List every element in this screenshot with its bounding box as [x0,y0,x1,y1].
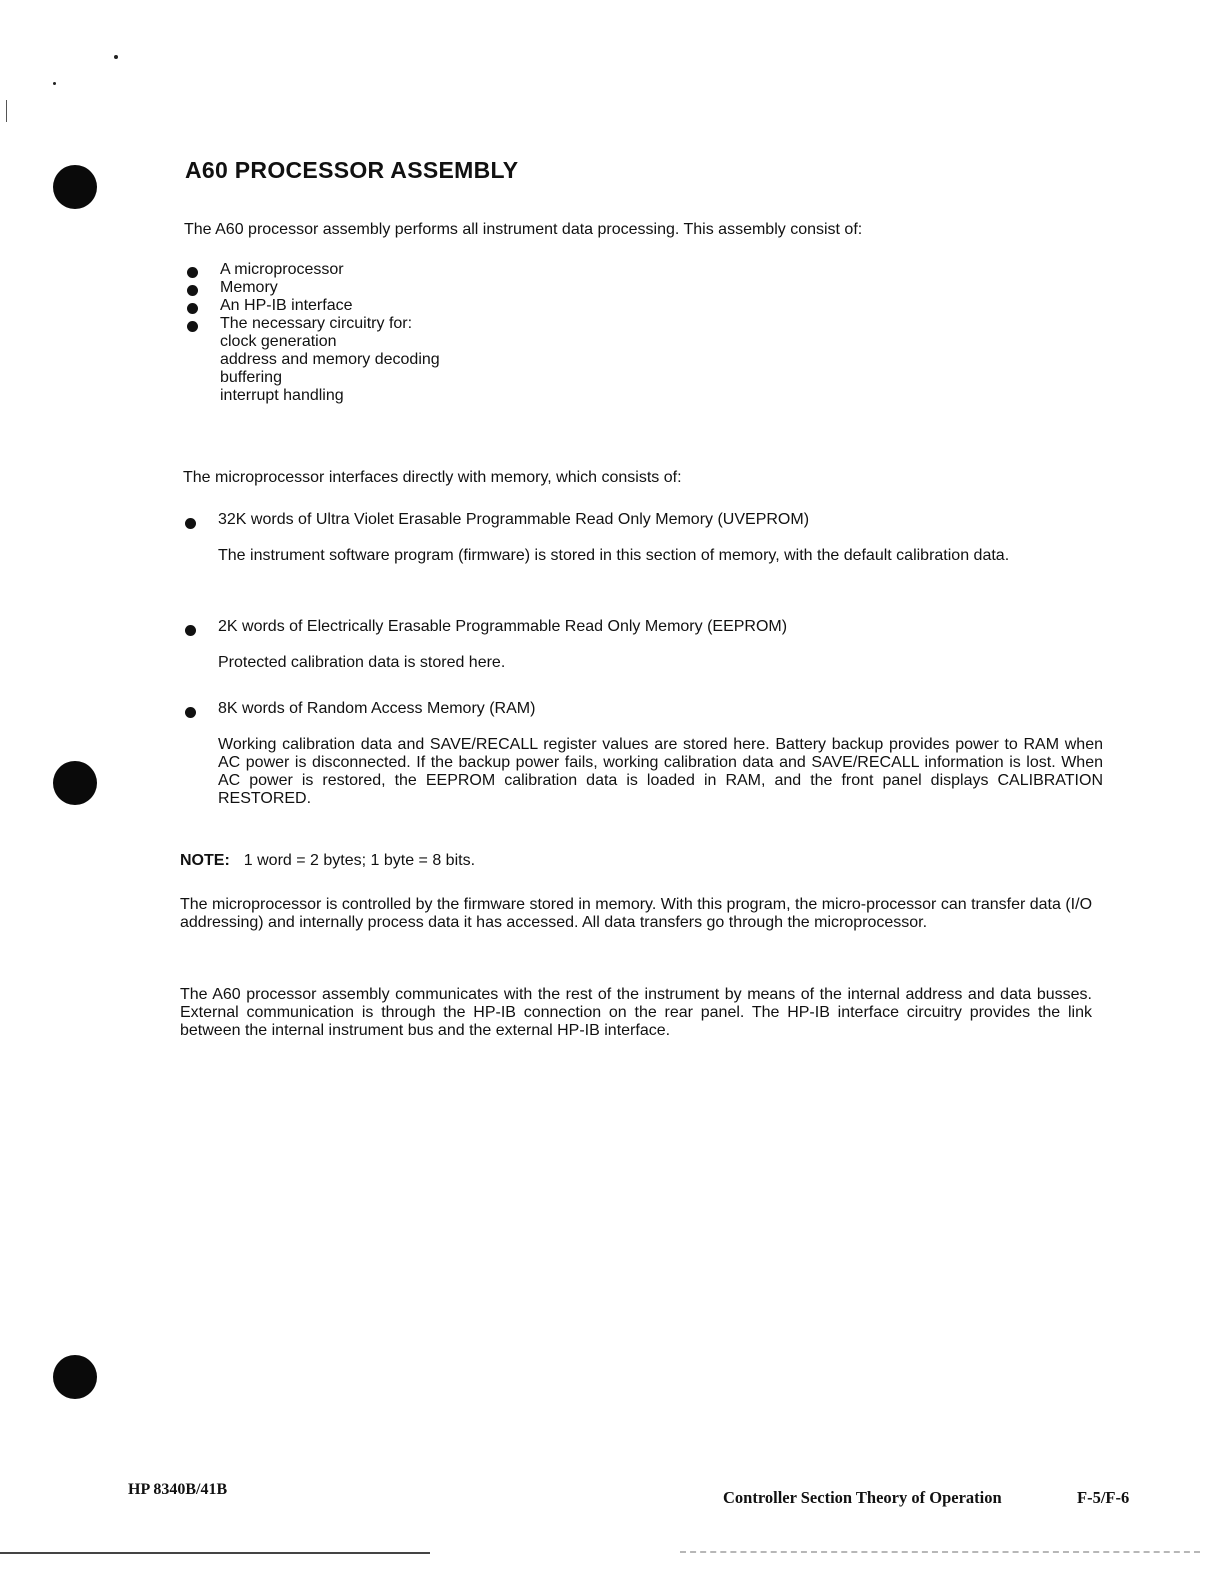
list-item: Memory [184,279,684,297]
bullet-icon [187,303,198,314]
memory-description: Protected calibration data is stored here. [218,654,506,671]
section-heading: A60 PROCESSOR ASSEMBLY [185,157,519,183]
scan-speck [53,82,56,85]
circuitry-item: buffering [220,369,282,386]
communication-paragraph: The A60 processor assembly communicates with the rest of the instrument by means of the internal address and data busses. External communication is through the HP-IB connection on the rear panel. The HP-IB interface circuitry provides the link between the internal instrument bus and the external HP-IB interface. [180,986,1092,1039]
footer-page-number: F-5/F-6 [1077,1488,1130,1507]
control-paragraph: The microprocessor is controlled by the firmware stored in memory. With this program, the micro-processor can transfer data (I/O addressing) and internally process data it has accessed. All data transfers go through the microprocessor. [180,896,1093,931]
memory-item-eeprom [183,618,1103,672]
list-item: An HP-IB interface [184,297,684,315]
note-label: NOTE: [180,852,230,869]
bullet-icon [187,285,198,296]
list-item: The necessary circuitry for: [184,315,684,333]
memory-title: 2K words of Electrically Erasable Programmable Read Only Memory (EEPROM) [218,618,788,635]
scan-edge-mark [6,100,7,122]
circuitry-item: clock generation [220,333,337,350]
memory-intro-paragraph: The microprocessor interfaces directly with memory, which consists of: [183,469,682,486]
footer-section: Controller Section Theory of Operation [723,1488,1002,1507]
scan-speck [114,55,118,59]
note [180,852,1100,870]
memory-title: 8K words of Random Access Memory (RAM) [218,700,536,717]
list-item: A microprocessor [184,261,684,279]
bullet-icon [187,321,198,332]
page-bottom-edge [0,1552,430,1554]
binder-hole-middle [53,761,97,805]
bullet-icon [185,707,196,718]
memory-description: The instrument software program (firmware) is stored in this section of memory, with the default calibration data. [218,547,1010,564]
bullet-icon [185,518,196,529]
intro-paragraph: The A60 processor assembly performs all instrument data processing. This assembly consist of: [184,221,863,238]
bullet-icon [187,267,198,278]
binder-hole-top [53,165,97,209]
circuitry-item: interrupt handling [220,387,344,404]
memory-item-ram [183,700,1103,808]
component-list [184,261,684,405]
memory-title: 32K words of Ultra Violet Erasable Programmable Read Only Memory (UVEPROM) [218,511,810,528]
page-bottom-edge-faint [680,1551,1200,1554]
footer-model: HP 8340B/41B [128,1481,228,1498]
binder-hole-bottom [53,1355,97,1399]
bullet-icon [185,625,196,636]
memory-description: Working calibration data and SAVE/RECALL register values are stored here. Battery backup provides power to RAM when AC power is disconnected. If the backup power fails, working calibration data and SAVE/RECALL information is lost. When AC power is restored, the EEPROM calibration data is loaded in RAM, and the front panel displays CALIBRATION RESTORED. [218,736,1103,807]
circuitry-item: address and memory decoding [220,351,440,368]
memory-item-uveprom [183,511,1103,565]
note-text: 1 word = 2 bytes; 1 byte = 8 bits. [243,852,476,869]
